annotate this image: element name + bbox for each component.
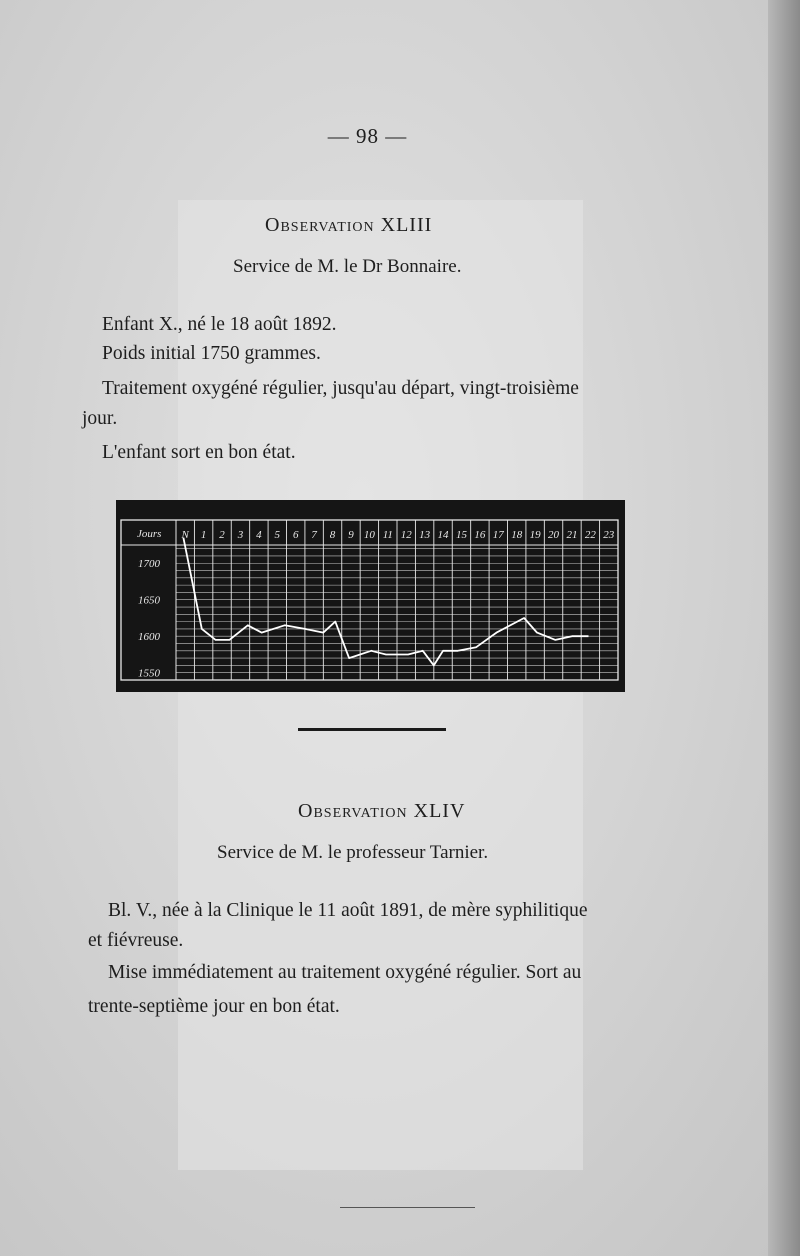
observation-43-service: Service de M. le Dr Bonnaire. (233, 256, 462, 277)
observation-43-line: jour. (82, 408, 118, 429)
day-tick-label: N (181, 529, 189, 541)
day-tick-label: 13 (419, 529, 431, 541)
bottom-divider (340, 1207, 475, 1208)
observation-43-line: L'enfant sort en bon état. (102, 442, 296, 463)
observation-43-line: Poids initial 1750 grammes. (102, 343, 321, 364)
observation-43-title: Observation XLIII (265, 214, 433, 236)
day-tick-label: 5 (274, 529, 281, 541)
weight-series-line (183, 538, 588, 666)
day-tick-label: 7 (311, 529, 317, 541)
day-tick-label: 14 (437, 529, 449, 541)
weight-tick-label: 1600 (138, 631, 160, 644)
observation-43-line: Traitement oxygéné régulier, jusqu'au départ, vingt-troisième (102, 378, 579, 399)
section-divider (298, 728, 446, 731)
day-tick-label: 11 (382, 529, 393, 541)
weight-chart (116, 500, 625, 692)
day-tick-label: 8 (329, 529, 336, 541)
day-tick-label: 16 (474, 529, 486, 541)
day-tick-label: 10 (363, 529, 375, 541)
observation-44-line: Bl. V., née à la Clinique le 11 août 1891, de mère syphilitique (108, 900, 588, 921)
weight-tick-label: 1550 (138, 667, 160, 680)
day-tick-label: 12 (400, 529, 412, 541)
page-edge-shadow (768, 0, 800, 1256)
day-tick-label: 21 (566, 529, 578, 541)
day-tick-label: 22 (584, 529, 596, 541)
day-tick-label: 2 (219, 529, 225, 541)
x-header-label: Jours (137, 528, 162, 540)
day-tick-label: 23 (603, 529, 615, 541)
day-tick-label: 17 (492, 529, 504, 541)
observation-44-line: trente-septième jour en bon état. (88, 996, 340, 1017)
day-tick-label: 6 (292, 529, 299, 541)
day-tick-label: 15 (455, 529, 467, 541)
day-tick-label: 18 (511, 529, 523, 541)
observation-44-line: et fiévreuse. (88, 930, 184, 951)
observation-44-service: Service de M. le professeur Tarnier. (217, 842, 489, 863)
observation-44-line: Mise immédiatement au traitement oxygéné régulier. Sort au (108, 962, 582, 983)
page-number: — 98 — (327, 124, 408, 148)
day-tick-label: 1 (200, 529, 207, 541)
weight-tick-label: 1700 (138, 558, 160, 571)
observation-43-line: Enfant X., né le 18 août 1892. (102, 314, 337, 335)
observation-44-title: Observation XLIV (298, 800, 466, 822)
day-tick-label: 4 (256, 529, 262, 541)
day-tick-label: 19 (529, 529, 541, 541)
day-tick-label: 3 (237, 529, 244, 541)
day-tick-label: 20 (548, 529, 560, 541)
weight-chart-svg (116, 500, 625, 692)
weight-tick-label: 1650 (138, 594, 160, 607)
day-tick-label: 9 (348, 529, 354, 541)
